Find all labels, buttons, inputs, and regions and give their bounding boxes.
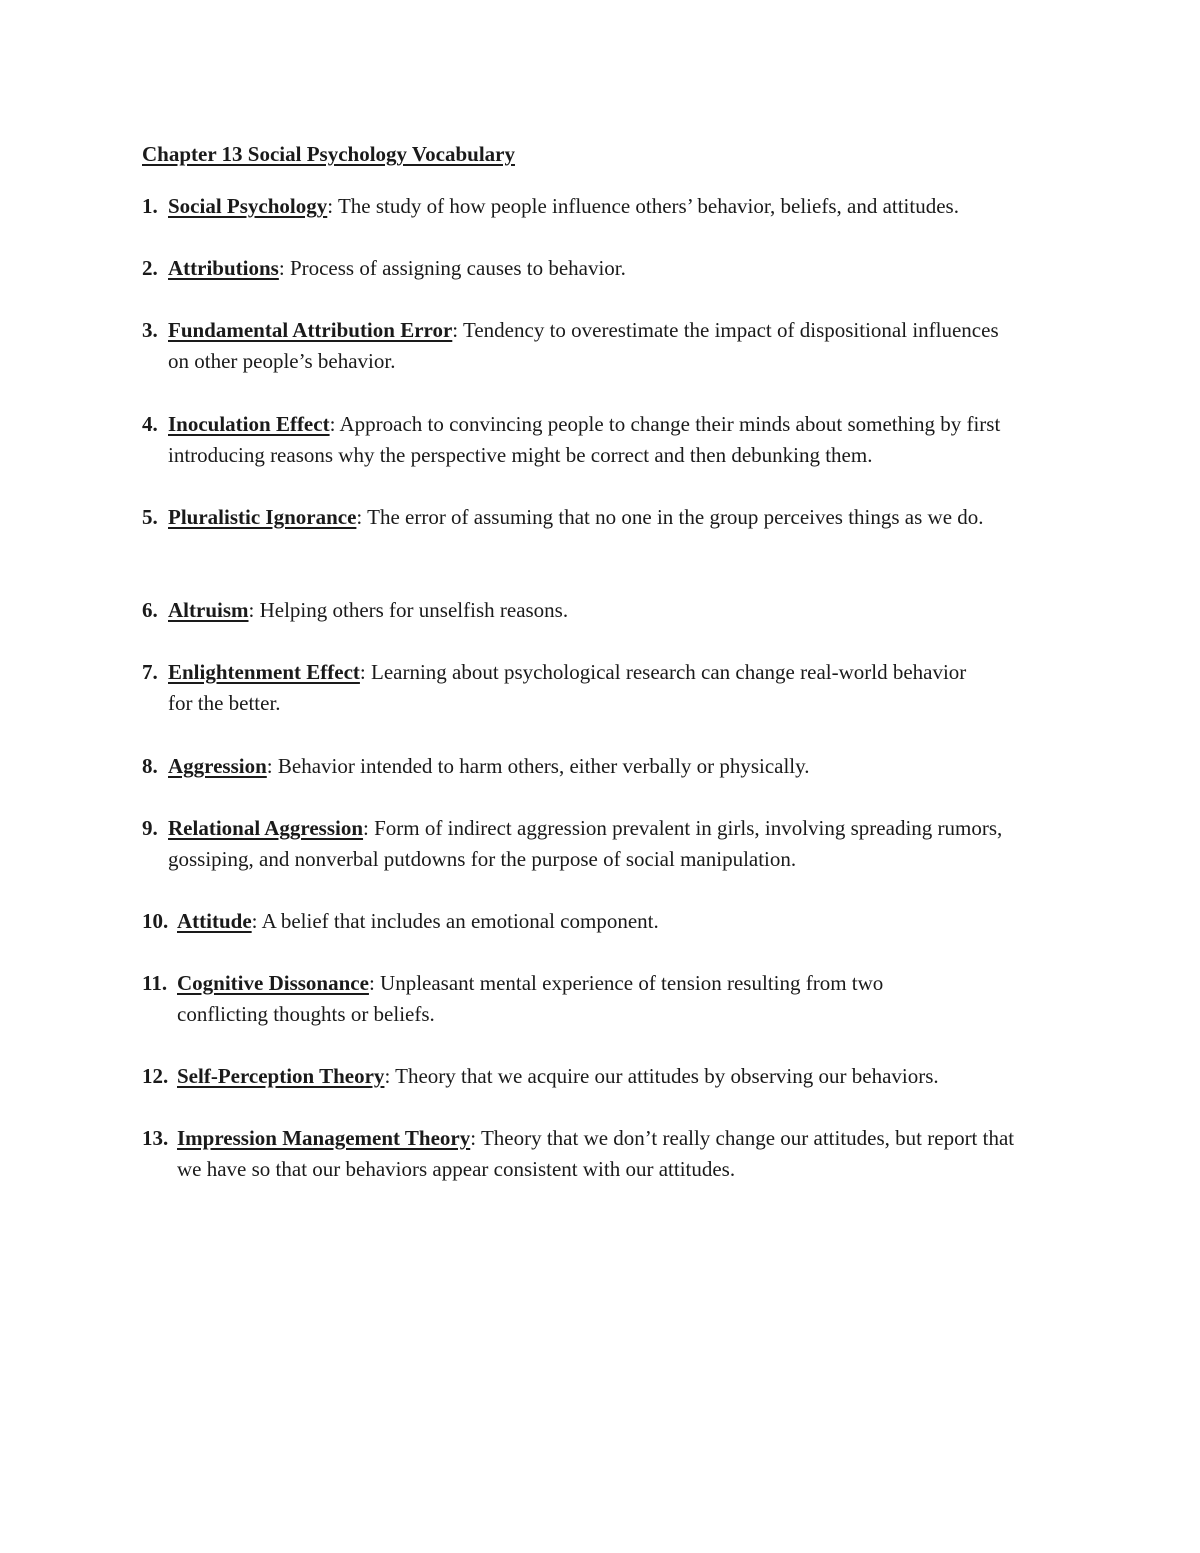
entry-term: Relational Aggression bbox=[168, 816, 364, 840]
entry-term: Social Psychology bbox=[168, 194, 328, 218]
entry-number: 2. bbox=[142, 256, 158, 280]
entry-number: 13. bbox=[142, 1126, 169, 1150]
entry-term: Fundamental Attribution Error bbox=[168, 318, 453, 342]
entry-term: Attributions bbox=[168, 256, 279, 280]
entry-term: Pluralistic Ignorance bbox=[168, 505, 357, 529]
entry-number: 12. bbox=[142, 1064, 169, 1088]
entry-definition: : A belief that includes an emotional component. bbox=[251, 909, 659, 933]
entry-definition: : The study of how people influence others’ behavior, beliefs, and attitudes. bbox=[327, 194, 959, 218]
entry-number: 4. bbox=[142, 412, 158, 436]
entry-number: 8. bbox=[142, 754, 158, 778]
document-title: Chapter 13 Social Psychology Vocabulary bbox=[142, 142, 515, 166]
entry-term: Cognitive Dissonance bbox=[177, 971, 369, 995]
entry-number: 5. bbox=[142, 505, 158, 529]
entry-definition: : Approach to convincing people to change their minds about something by first introducing reasons why the perspective might be correct and then debunking them. bbox=[168, 412, 1001, 467]
entry-term: Altruism bbox=[168, 598, 249, 622]
entry-number: 3. bbox=[142, 318, 158, 342]
entry-number: 10. bbox=[142, 909, 169, 933]
entry-definition: : Process of assigning causes to behavior. bbox=[278, 256, 626, 280]
entry-term: Attitude bbox=[177, 909, 252, 933]
entry-number: 1. bbox=[142, 194, 158, 218]
entry-term: Aggression bbox=[168, 754, 267, 778]
entry-definition: : The error of assuming that no one in the group perceives things as we do. bbox=[356, 505, 984, 529]
entry-definition: : Tendency to overestimate the impact of dispositional influences on other people’s behavior. bbox=[168, 318, 999, 373]
entry-number: 6. bbox=[142, 598, 158, 622]
entry-definition: : Theory that we acquire our attitudes by observing our behaviors. bbox=[384, 1064, 939, 1088]
entry-number: 7. bbox=[142, 660, 158, 684]
entry-term: Self-Perception Theory bbox=[177, 1064, 385, 1088]
entry-definition: : Helping others for unselfish reasons. bbox=[248, 598, 569, 622]
entry-definition: : Theory that we don’t really change our attitudes, but report that we have so that our behaviors appear consistent with our attitudes. bbox=[177, 1126, 1015, 1181]
entry-number: 11. bbox=[142, 971, 168, 995]
entry-definition: : Unpleasant mental experience of tension resulting from two conflicting thoughts or beliefs. bbox=[177, 971, 884, 1026]
entry-definition: : Learning about psychological research can change real-world behavior for the better. bbox=[168, 660, 967, 715]
entry-number: 9. bbox=[142, 816, 158, 840]
entry-definition: : Behavior intended to harm others, either verbally or physically. bbox=[266, 754, 810, 778]
entry-term: Impression Management Theory bbox=[177, 1126, 471, 1150]
entry-term: Inoculation Effect bbox=[168, 412, 330, 436]
entry-definition: : Form of indirect aggression prevalent in girls, involving spreading rumors, gossiping, and nonverbal putdowns for the purpose of social manipulation. bbox=[168, 816, 1003, 871]
entry-term: Enlightenment Effect bbox=[168, 660, 360, 684]
